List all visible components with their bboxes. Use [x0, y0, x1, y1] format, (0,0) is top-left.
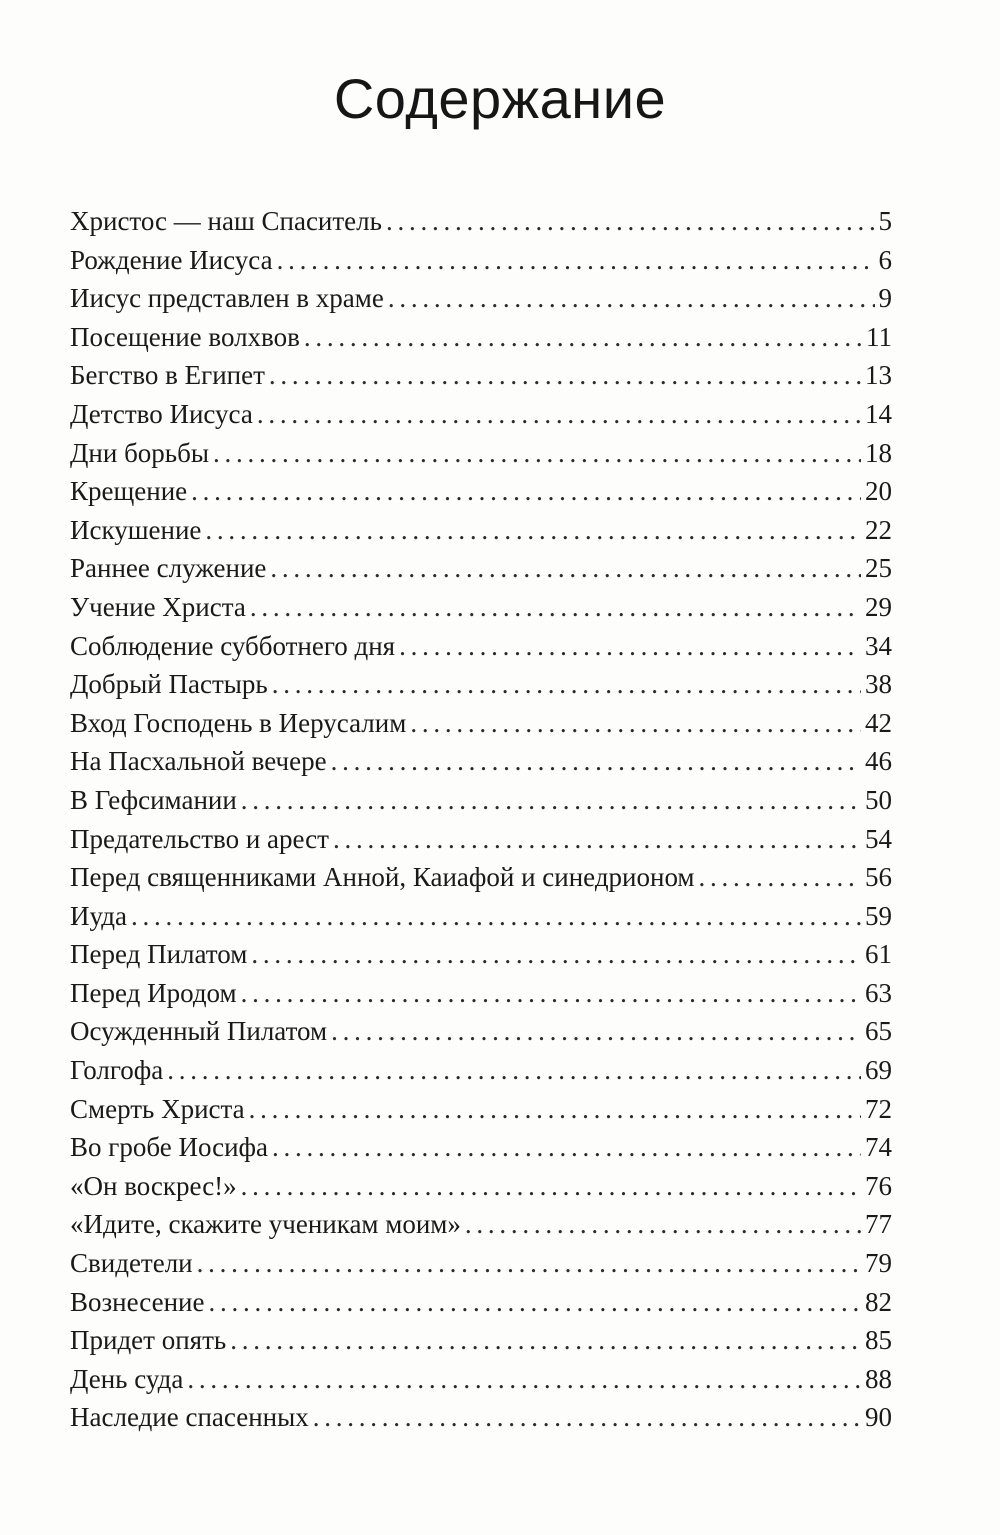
- toc-entry-page-number: 5: [878, 206, 892, 236]
- dot-leader: [699, 858, 861, 897]
- toc-entry: [70, 935, 892, 974]
- toc-entry-page-number: 42: [865, 707, 892, 738]
- toc-entry: [70, 202, 892, 241]
- toc-entry-page-number: 85: [865, 1325, 892, 1356]
- toc-entry-page-number: 61: [865, 939, 892, 970]
- dot-leader: [388, 279, 875, 318]
- toc-entry-title: Придет опять: [70, 1325, 227, 1356]
- dot-leader: [205, 511, 861, 550]
- toc-entry-page-number: 54: [865, 823, 892, 854]
- toc-entry-page-number: 69: [865, 1055, 892, 1086]
- toc-entry-title: Крещение: [70, 476, 188, 507]
- dot-leader: [313, 1398, 861, 1437]
- toc-entry: [70, 1090, 892, 1129]
- toc-entry-title: Посещение волхвов: [70, 321, 300, 352]
- toc-entry-title: Иисус представлен в храме: [70, 283, 384, 314]
- toc-entry-page-number: 77: [865, 1209, 892, 1240]
- toc-entry: [70, 472, 892, 511]
- toc-entry-page-number: 6: [878, 244, 892, 275]
- toc-entry: [70, 1244, 892, 1283]
- toc-entry-title: Искушение: [70, 514, 202, 545]
- toc-entry-title: «Он воскрес!»: [70, 1170, 237, 1201]
- toc-entry-page-number: 18: [865, 437, 892, 468]
- toc-entry-title: Вход Господень в Иерусалим: [70, 707, 407, 738]
- toc-entry-page-number: 74: [865, 1132, 892, 1163]
- toc-entry: [70, 434, 892, 473]
- toc-entry: [70, 356, 892, 395]
- toc-entry: [70, 1051, 892, 1090]
- toc-entry-title: Дни борьбы: [70, 437, 209, 468]
- toc-entry-page-number: 13: [865, 360, 892, 391]
- toc-entry: [70, 1321, 892, 1360]
- toc-entry-title: Голгофа: [70, 1055, 164, 1086]
- toc-entry-title: Перед Пилатом: [70, 939, 248, 970]
- toc-entry: [70, 742, 892, 781]
- toc-entry-page-number: 46: [865, 746, 892, 777]
- toc-entry-page-number: 29: [865, 591, 892, 622]
- dot-leader: [249, 1090, 861, 1129]
- toc-entry: [70, 974, 892, 1013]
- toc-entry-title: Соблюдение субботнего дня: [70, 630, 396, 661]
- toc-entry-title: Иуда: [70, 900, 128, 931]
- toc-entry-page-number: 76: [865, 1170, 892, 1201]
- toc-entry-title: В Гефсимании: [70, 784, 237, 815]
- toc-entry-page-number: 56: [865, 862, 892, 893]
- dot-leader: [208, 1283, 861, 1322]
- toc-entry-title: Раннее служение: [70, 553, 267, 584]
- dot-leader: [187, 1360, 861, 1399]
- toc-entry-title: Добрый Пастырь: [70, 669, 268, 700]
- toc-entry: [70, 704, 892, 743]
- toc-entry: [70, 1128, 892, 1167]
- toc-entry-title: Перед Иродом: [70, 977, 237, 1008]
- dot-leader: [333, 820, 861, 859]
- dot-leader: [241, 974, 861, 1013]
- toc-entry: [70, 1012, 892, 1051]
- toc-entry-title: Рождение Иисуса: [70, 244, 273, 275]
- toc-entry-title: На Пасхальной вечере: [70, 746, 327, 777]
- dot-leader: [272, 665, 861, 704]
- dot-leader: [250, 588, 861, 627]
- dot-leader: [241, 781, 861, 820]
- toc-entry-page-number: 20: [865, 476, 892, 507]
- toc-entry: [70, 549, 892, 588]
- toc-entry-page-number: 11: [866, 321, 892, 352]
- toc-entry: [70, 897, 892, 936]
- toc-entry-page-number: 88: [865, 1363, 892, 1394]
- dot-leader: [213, 434, 861, 473]
- dot-leader: [167, 1051, 861, 1090]
- toc-entry: [70, 858, 892, 897]
- toc-entry-page-number: 59: [865, 900, 892, 931]
- dot-leader: [465, 1205, 861, 1244]
- dot-leader: [270, 549, 861, 588]
- table-of-contents: [70, 202, 892, 1437]
- toc-entry: [70, 1205, 892, 1244]
- dot-leader: [304, 318, 862, 357]
- toc-entry-page-number: 9: [878, 283, 892, 314]
- toc-entry-title: Бегство в Египет: [70, 360, 265, 391]
- toc-entry-page-number: 25: [865, 553, 892, 584]
- dot-leader: [269, 356, 861, 395]
- dot-leader: [131, 897, 861, 936]
- toc-entry-title: Христос — наш Спаситель: [70, 206, 382, 236]
- toc-entry-title: Смерть Христа: [70, 1093, 245, 1124]
- dot-leader: [257, 395, 861, 434]
- dot-leader: [386, 202, 875, 241]
- toc-entry: [70, 241, 892, 280]
- toc-entry: [70, 279, 892, 318]
- dot-leader: [230, 1321, 861, 1360]
- toc-entry-page-number: 72: [865, 1093, 892, 1124]
- dot-leader: [197, 1244, 861, 1283]
- page-title: Содержание: [333, 67, 667, 130]
- toc-entry-page-number: 14: [865, 398, 892, 429]
- toc-entry-title: Детство Иисуса: [70, 398, 253, 429]
- toc-entry-title: День суда: [70, 1363, 184, 1394]
- toc-entry-title: Вознесение: [70, 1286, 205, 1317]
- toc-entry-page-number: 22: [865, 514, 892, 545]
- dot-leader: [331, 1012, 861, 1051]
- toc-entry-page-number: 34: [865, 630, 892, 661]
- toc-entry: [70, 665, 892, 704]
- toc-entry: [70, 820, 892, 859]
- dot-leader: [331, 742, 861, 781]
- toc-entry-page-number: 63: [865, 977, 892, 1008]
- toc-entry: [70, 627, 892, 666]
- toc-entry: [70, 511, 892, 550]
- toc-entry-title: Осужденный Пилатом: [70, 1016, 328, 1047]
- toc-entry-page-number: 65: [865, 1016, 892, 1047]
- dot-leader: [399, 627, 861, 666]
- toc-entry-page-number: 90: [865, 1402, 892, 1433]
- dot-leader: [410, 704, 861, 743]
- toc-entry-title: Свидетели: [70, 1248, 193, 1279]
- toc-entry: [70, 588, 892, 627]
- toc-entry: [70, 1360, 892, 1399]
- toc-entry-page-number: 82: [865, 1286, 892, 1317]
- toc-entry: [70, 1283, 892, 1322]
- dot-leader: [241, 1167, 861, 1206]
- toc-entry-title: Во гробе Иосифа: [70, 1132, 269, 1163]
- dot-leader: [277, 241, 875, 280]
- dot-leader: [272, 1128, 861, 1167]
- dot-leader: [191, 472, 861, 511]
- toc-entry-title: Перед священниками Анной, Каиафой и синедрионом: [70, 862, 695, 893]
- toc-entry: [70, 395, 892, 434]
- toc-entry: [70, 1398, 892, 1437]
- toc-entry-title: «Идите, скажите ученикам моим»: [70, 1209, 461, 1240]
- toc-entry-page-number: 38: [865, 669, 892, 700]
- toc-entry-title: Предательство и арест: [70, 823, 329, 854]
- toc-entry: [70, 781, 892, 820]
- toc-entry-title: Учение Христа: [70, 591, 246, 622]
- toc-entry: [70, 318, 892, 357]
- toc-entry-page-number: 50: [865, 784, 892, 815]
- toc-entry-page-number: 79: [865, 1248, 892, 1279]
- toc-entry: [70, 1167, 892, 1206]
- toc-entry-title: Наследие спасенных: [70, 1402, 309, 1433]
- dot-leader: [251, 935, 861, 974]
